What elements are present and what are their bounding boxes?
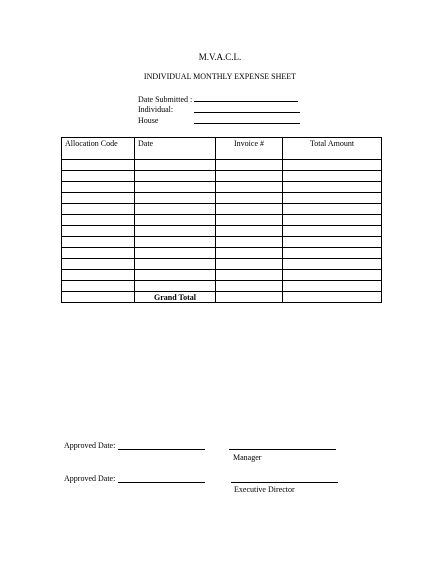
table-cell[interactable] — [135, 182, 216, 193]
table-cell[interactable] — [62, 160, 135, 171]
table-row — [62, 193, 382, 204]
table-cell[interactable] — [283, 193, 382, 204]
table-cell[interactable] — [135, 215, 216, 226]
approved-date-label-2: Approved Date: — [64, 474, 116, 483]
table-row — [62, 259, 382, 270]
table-cell[interactable] — [135, 248, 216, 259]
approved-date-label-1: Approved Date: — [64, 441, 116, 450]
table-cell[interactable] — [216, 171, 283, 182]
table-cell[interactable] — [283, 226, 382, 237]
table-row — [62, 204, 382, 215]
table-cell[interactable] — [216, 259, 283, 270]
table-cell[interactable] — [135, 171, 216, 182]
date-submitted-label: Date Submitted : — [138, 95, 193, 104]
table-row — [62, 270, 382, 281]
table-cell[interactable] — [135, 160, 216, 171]
table-cell[interactable] — [135, 193, 216, 204]
table-cell[interactable] — [283, 182, 382, 193]
approved-date-field-2[interactable] — [118, 482, 205, 483]
grand-total-cell[interactable] — [62, 292, 135, 303]
table-cell[interactable] — [62, 226, 135, 237]
table-cell[interactable] — [62, 281, 135, 292]
table-row — [62, 182, 382, 193]
table-cell[interactable] — [216, 281, 283, 292]
individual-field[interactable] — [194, 112, 300, 113]
table-row — [62, 237, 382, 248]
table-header-row — [62, 138, 382, 160]
table-row — [62, 281, 382, 292]
organization-name: M.V.A.C.L. — [198, 52, 242, 62]
table-row — [62, 248, 382, 259]
table-cell[interactable] — [283, 259, 382, 270]
table-cell[interactable] — [283, 160, 382, 171]
table-cell[interactable] — [216, 226, 283, 237]
house-label: House — [138, 116, 159, 125]
col-header-allocation-code: Allocation Code — [62, 138, 135, 160]
table-cell[interactable] — [283, 204, 382, 215]
col-header-total-amount: Total Amount — [283, 138, 382, 160]
table-cell[interactable] — [135, 204, 216, 215]
grand-total-label: Grand Total — [135, 292, 216, 303]
table-cell[interactable] — [283, 281, 382, 292]
table-cell[interactable] — [216, 237, 283, 248]
table-cell[interactable] — [62, 248, 135, 259]
col-header-date: Date — [135, 138, 216, 160]
table-cell[interactable] — [62, 204, 135, 215]
grand-total-row — [62, 292, 382, 303]
table-row — [62, 171, 382, 182]
table-cell[interactable] — [283, 215, 382, 226]
individual-label: Individual: — [138, 105, 174, 114]
table-cell[interactable] — [216, 193, 283, 204]
expense-table — [61, 137, 382, 303]
col-header-invoice: Invoice # — [216, 138, 283, 160]
table-cell[interactable] — [135, 226, 216, 237]
table-cell[interactable] — [216, 215, 283, 226]
table-row — [62, 215, 382, 226]
table-row — [62, 160, 382, 171]
grand-total-cell[interactable] — [216, 292, 283, 303]
table-cell[interactable] — [62, 193, 135, 204]
table-cell[interactable] — [283, 171, 382, 182]
table-cell[interactable] — [135, 281, 216, 292]
house-field[interactable] — [194, 123, 300, 124]
grand-total-cell[interactable] — [283, 292, 382, 303]
table-cell[interactable] — [135, 270, 216, 281]
document-title: INDIVIDUAL MONTHLY EXPENSE SHEET — [143, 72, 297, 81]
table-cell[interactable] — [283, 248, 382, 259]
table-cell[interactable] — [216, 248, 283, 259]
date-submitted-field[interactable] — [194, 101, 298, 102]
table-cell[interactable] — [135, 237, 216, 248]
table-cell[interactable] — [216, 270, 283, 281]
table-cell[interactable] — [62, 237, 135, 248]
table-cell[interactable] — [216, 182, 283, 193]
executive-director-title: Executive Director — [234, 485, 295, 494]
table-cell[interactable] — [62, 182, 135, 193]
table-cell[interactable] — [283, 237, 382, 248]
table-cell[interactable] — [135, 259, 216, 270]
manager-signature-line[interactable] — [229, 449, 336, 450]
table-cell[interactable] — [62, 270, 135, 281]
manager-title: Manager — [233, 453, 262, 462]
executive-director-signature-line[interactable] — [231, 482, 338, 483]
table-cell[interactable] — [62, 171, 135, 182]
table-cell[interactable] — [283, 270, 382, 281]
table-cell[interactable] — [216, 204, 283, 215]
table-cell[interactable] — [216, 160, 283, 171]
table-cell[interactable] — [62, 259, 135, 270]
table-cell[interactable] — [62, 215, 135, 226]
table-row — [62, 226, 382, 237]
approved-date-field-1[interactable] — [118, 449, 205, 450]
